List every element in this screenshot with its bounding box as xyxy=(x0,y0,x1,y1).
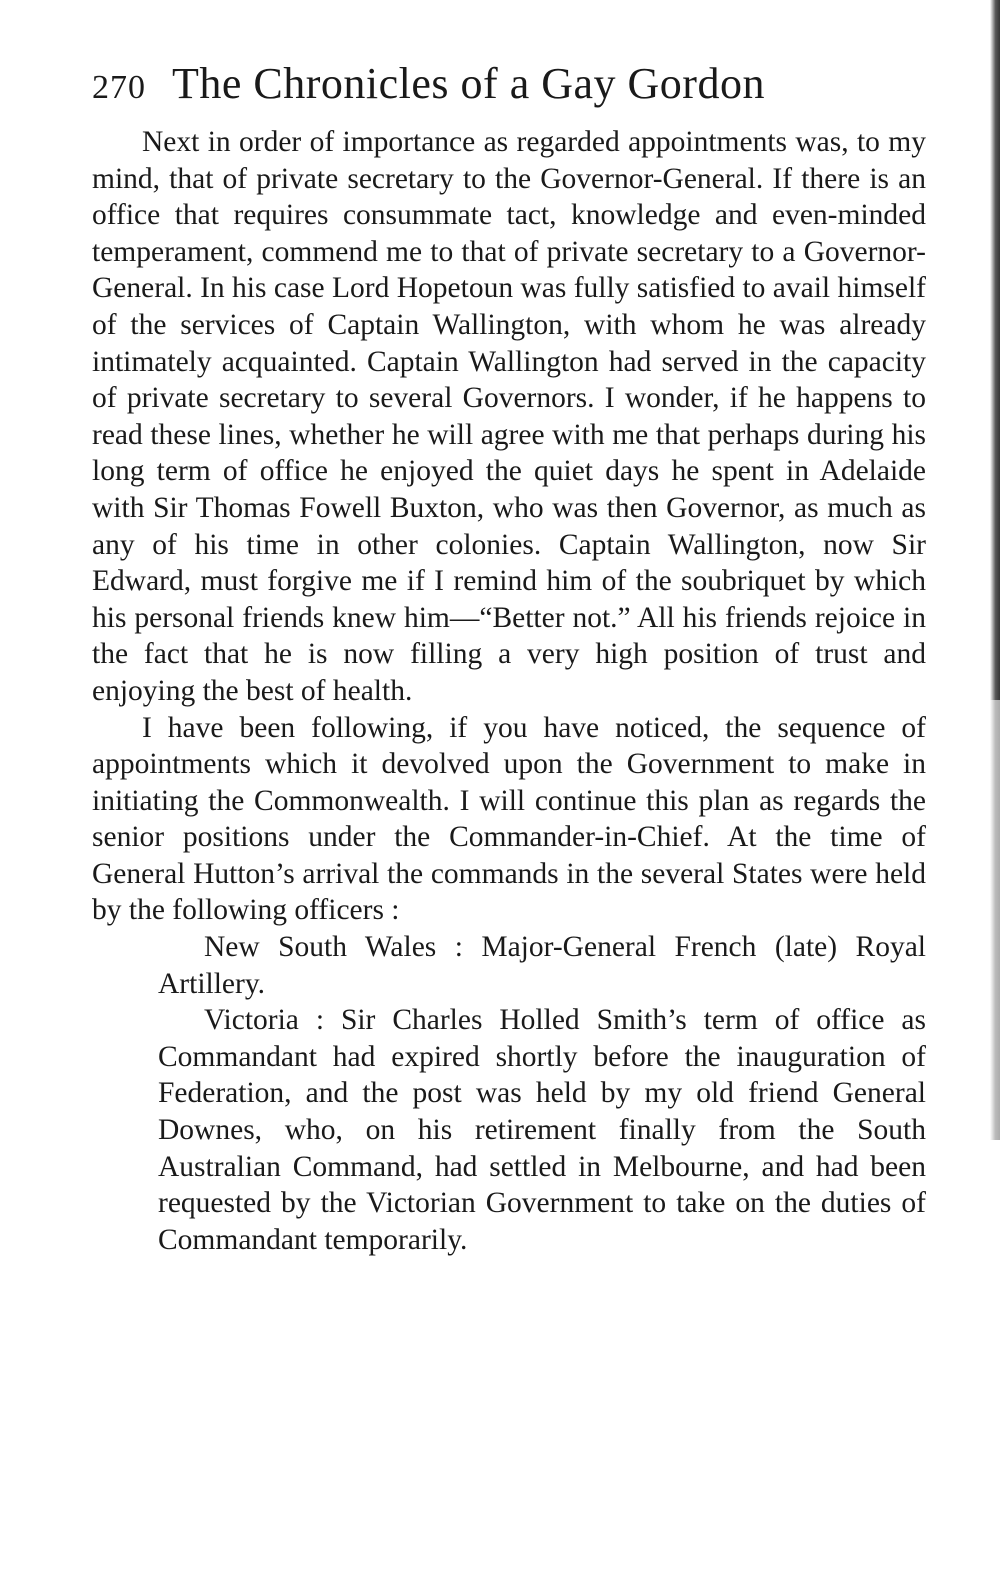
running-head xyxy=(92,58,926,120)
book-page xyxy=(92,58,926,1258)
paragraph-private-secretary: Next in order of importance as regarded appointments was, to my mind, that of private secretary to the Governor-General. If there is an office that requires consummate tact, knowledge and even-minded temperament, commend me to that of private secretary to a Governor-General. In his case Lord Hopetoun was fully satisfied to avail himself of the services of Captain Wallington, with whom he was already intimately acquainted. Captain Wallington had served in the capacity of private secretary to several Governors. I wonder, if he happens to read these lines, whether he will agree with me that perhaps during his long term of office he enjoyed the quiet days he spent in Adelaide with Sir Thomas Fowell Buxton, who was then Governor, as much as any of his time in other colonies. Captain Wallington, now Sir Edward, must forgive me if I remind him of the soubriquet by which his personal friends knew him—“Better not.” All his friends rejoice in the fact that he is now filling a very high position of trust and enjoying the best of health. xyxy=(92,126,926,707)
page-edge-shadow xyxy=(990,0,1000,700)
entry-victoria: Victoria : Sir Charles Holled Smith’s term of office as Commandant had expired shortly before the inauguration of Federation, and the post was held by my old friend General Downes, who, on his retirement finally from the South Australian Command, had settled in Melbourne, and had been requested by the Victorian Government to take on the duties of Commandant temporarily. xyxy=(158,1004,926,1256)
page-edge-shadow-lower xyxy=(990,700,1000,1140)
paragraph-appointments: I have been following, if you have noticed, the sequence of appointments which it devolved upon the Government to make in initiating the Commonwealth. I will continue this plan as regards the senior positions under the Commander-in-Chief. At the time of General Hutton’s arrival the commands in the several States were held by the following officers : xyxy=(92,711,926,927)
page-number: 270 xyxy=(92,69,146,106)
running-title: The Chronicles of a Gay Gordon xyxy=(172,59,765,108)
entry-new-south-wales: New South Wales : Major-General French (late) Royal Artillery. xyxy=(158,931,926,1000)
